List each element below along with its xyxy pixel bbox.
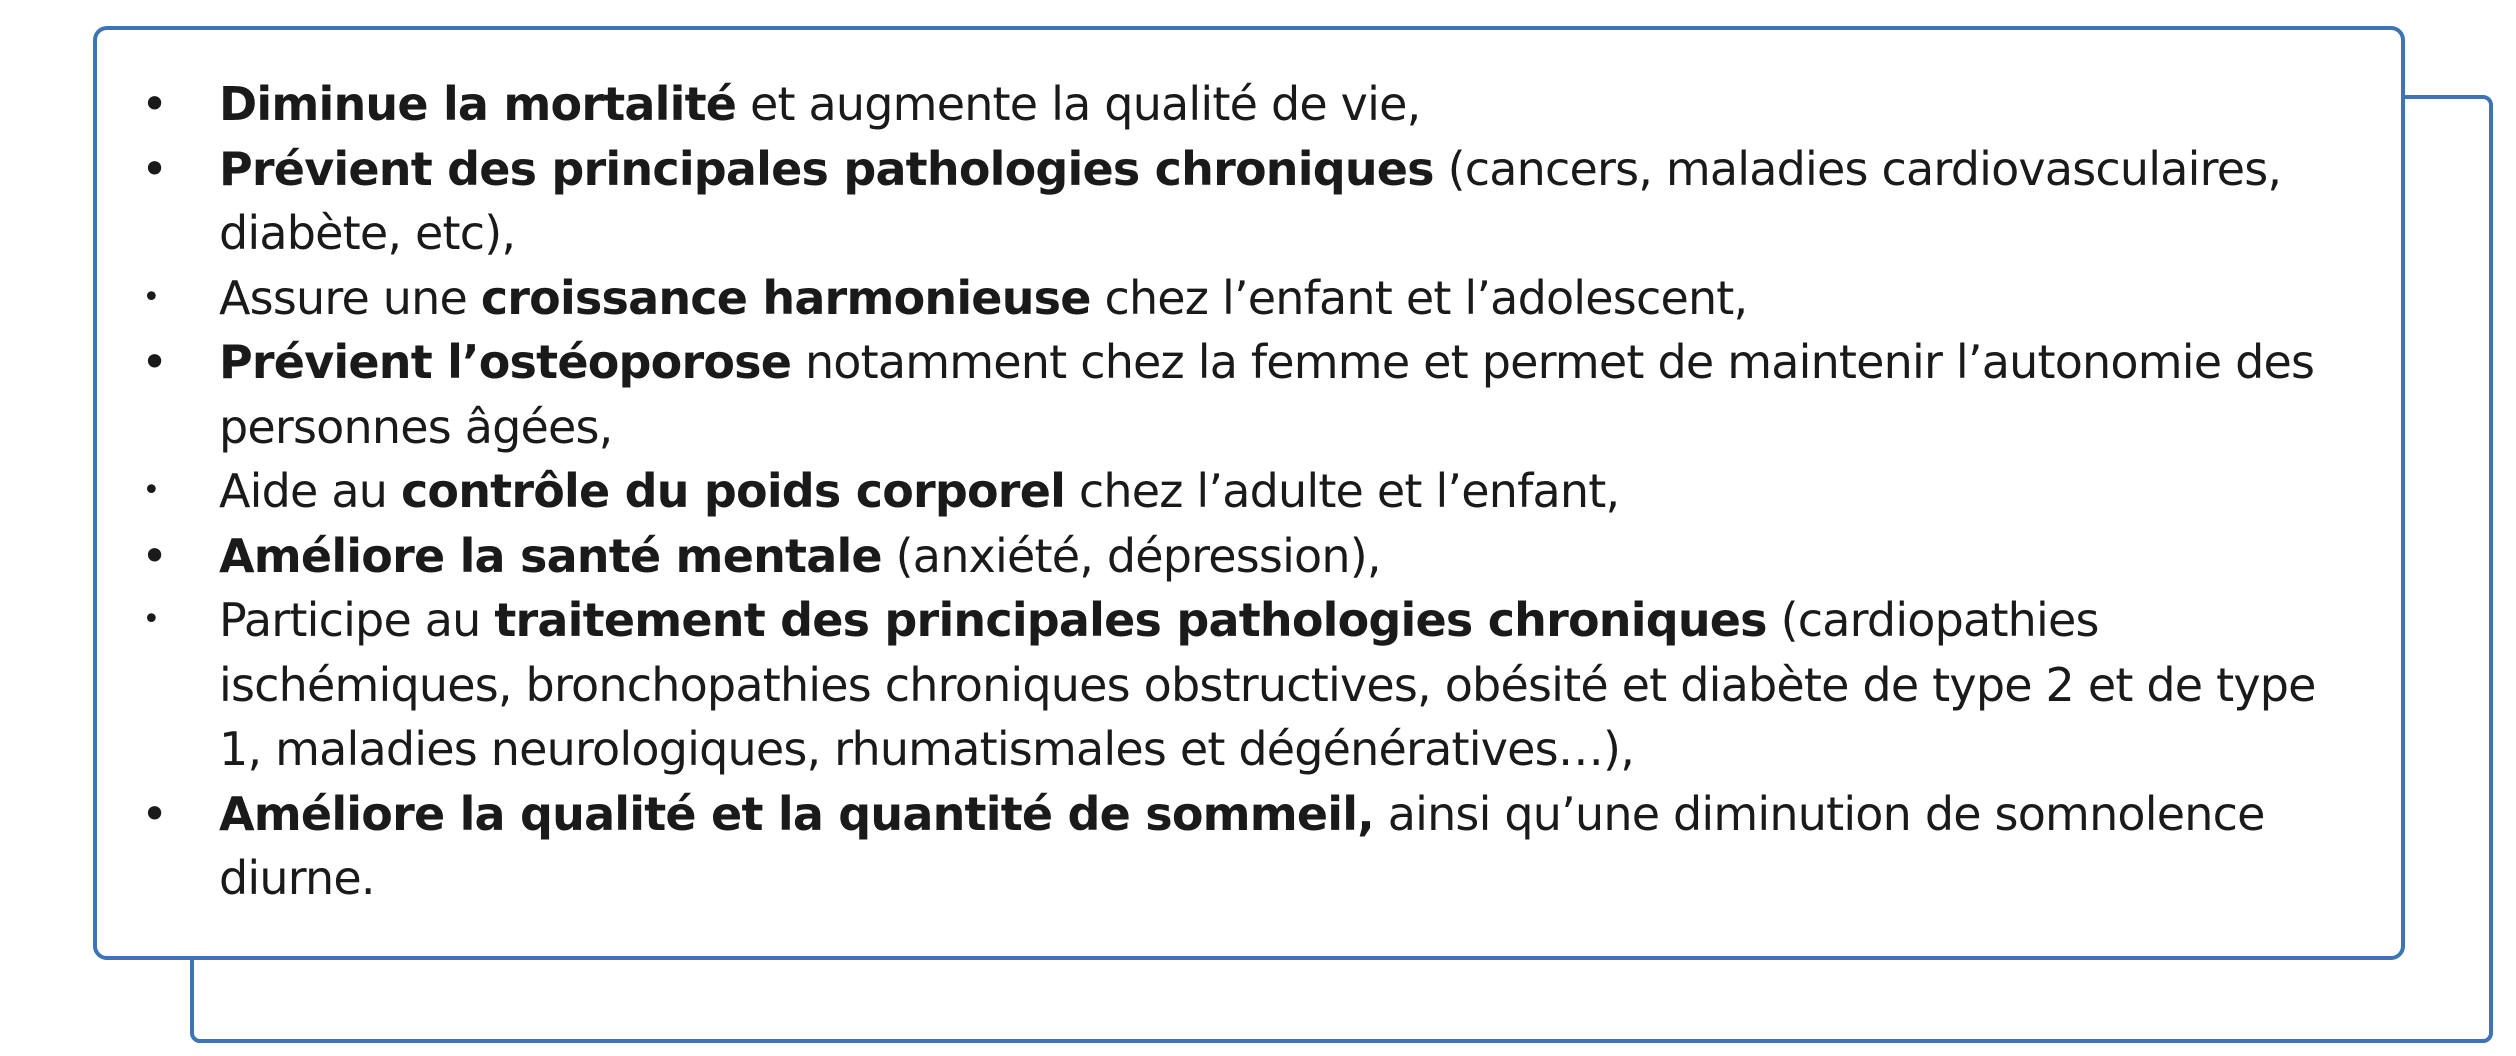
item-text-after: (cancers, maladies cardiovasculaires, diabète, etc), xyxy=(219,141,2282,260)
bullet-icon: • xyxy=(141,528,168,583)
item-text-before: Assure une xyxy=(219,270,481,325)
bullet-icon: • xyxy=(141,786,168,841)
bullet-icon: • xyxy=(141,141,168,196)
list-item xyxy=(97,782,2347,911)
list-item xyxy=(97,524,2347,589)
item-text-bold: contrôle du poids corporel xyxy=(400,464,1066,518)
item-text-bold: traitement des principales pathologies chroniques xyxy=(494,593,1767,647)
list-item xyxy=(97,330,2347,459)
item-text-before: Participe au xyxy=(219,593,495,647)
list-item xyxy=(97,588,2347,782)
bullet-icon: • xyxy=(142,473,160,508)
item-text-after: et augmente la qualité de vie, xyxy=(736,77,1421,131)
item-text-before: Aide au xyxy=(219,464,401,518)
bullet-icon: • xyxy=(141,335,168,389)
item-text-after: chez l’enfant et l’adolescent, xyxy=(1090,270,1748,325)
list-item xyxy=(97,459,2347,524)
item-text-bold: Diminue la mortalité xyxy=(219,77,737,131)
item-text-bold: Prévient des principales pathologies chroniques xyxy=(219,141,1434,196)
item-text-bold: Prévient l’ostéoporose xyxy=(219,335,792,389)
item-text-bold: Améliore la qualité et la quantité de sommeil, xyxy=(219,786,1374,841)
item-text-after: (cardiopathies ischémiques, bronchopathies chroniques obstructives, obésité et diabète de type 2 et de type 1, maladies neurologiques, rhumatismales et dégénératives…), xyxy=(219,593,2316,776)
list-item xyxy=(97,137,2347,266)
list-item xyxy=(97,266,2347,331)
bullet-icon: • xyxy=(141,77,168,131)
benefits-list xyxy=(97,72,2347,911)
item-text-after: chez l’adulte et l’enfant, xyxy=(1065,464,1620,518)
bullet-icon: • xyxy=(142,279,160,315)
bullet-icon: • xyxy=(142,602,160,637)
content-frame xyxy=(93,26,2405,960)
item-text-bold: croissance harmonieuse xyxy=(480,270,1091,325)
item-text-bold: Améliore la santé mentale xyxy=(219,528,882,583)
item-text-after: ainsi qu’une diminution de somnolence diurne. xyxy=(219,786,2265,905)
list-item xyxy=(97,72,2347,137)
item-text-after: notamment chez la femme et permet de maintenir l’autonomie des personnes âgées, xyxy=(219,335,2315,454)
item-text-after: (anxiété, dépression), xyxy=(881,528,1381,583)
